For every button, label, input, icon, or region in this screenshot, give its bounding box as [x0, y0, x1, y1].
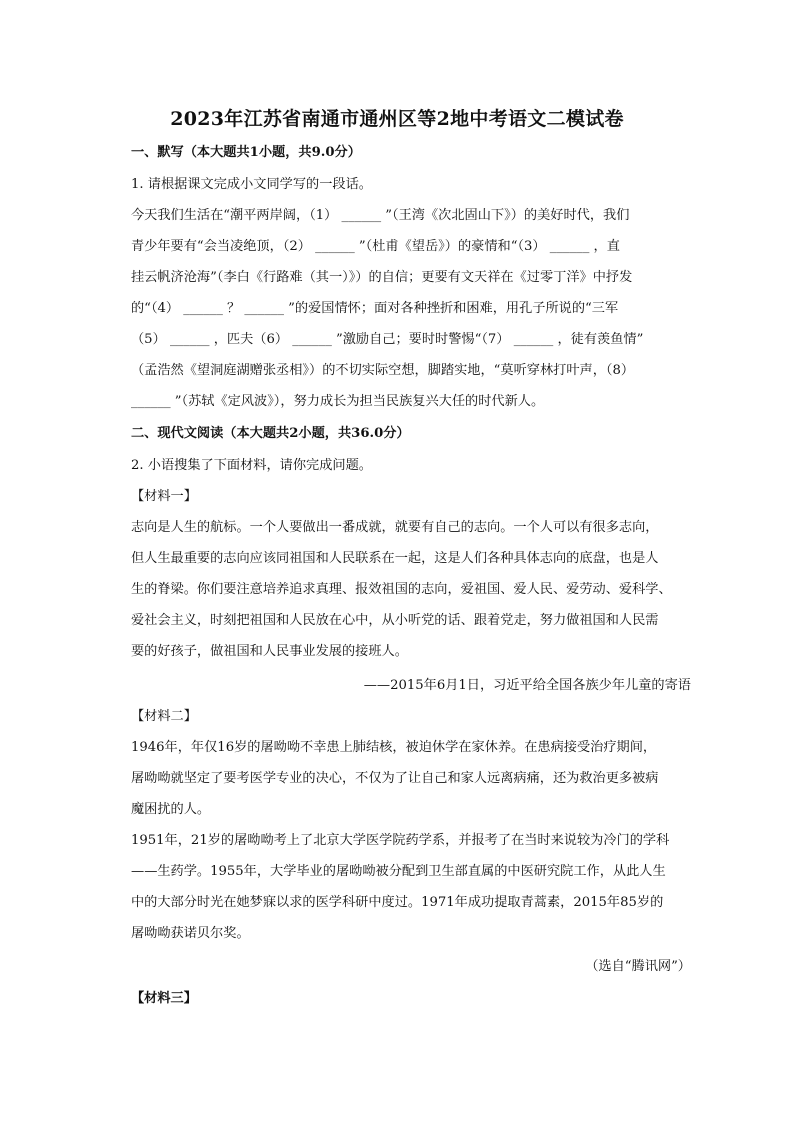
page-title: 2023年江苏省南通市通州区等2地中考语文二模试卷: [170, 108, 624, 130]
question2-prompt: 2. 小语搜集了下面材料，请你完成问题。: [131, 458, 372, 473]
question1-text-line: ______ ”（苏轼《定风波》），努力成长为担当民族复兴大任的时代新人。: [131, 394, 545, 409]
material1-source: ——2015年6月1日，习近平给全国各族少年儿童的寄语: [363, 678, 691, 693]
material1-label: 【材料一】: [131, 489, 197, 504]
question1-text-line: 青少年要有“会当凌绝顶，（2） ______ ”（杜甫《望岳》）的豪情和“（3） ______ ，直: [131, 239, 620, 254]
question1-text-line: （5） ______ ，匹夫（6） ______ ”激励自己；要时时警惕“（7） ______ ，徒有羡鱼情”: [131, 332, 644, 347]
material1-text-line: 要的好孩子，做祖国和人民事业发展的接班人。: [131, 644, 408, 659]
section2-heading: 二、现代文阅读（本大题共2小题，共36.0分）: [131, 426, 410, 441]
material2-text-line: ——生药学。1955年，大学毕业的屠呦呦被分配到卫生部直属的中医研究院工作，从此人生: [131, 864, 666, 879]
material2-label: 【材料二】: [131, 709, 197, 724]
material2-text-line: 1951年，21岁的屠呦呦考上了北京大学医学院药学系，并报考了在当时来说较为冷门的学科: [131, 833, 670, 848]
material1-text-line: 但人生最重要的志向应该同祖国和人民联系在一起，这是人们各种具体志向的底盘，也是人: [131, 551, 659, 566]
material2-text-line: 中的大部分时光在她梦寐以求的医学科研中度过。1971年成功提取青蒿素，2015年85岁的: [131, 895, 664, 910]
material2-source: （选自“腾讯网”）: [585, 959, 691, 974]
material1-text-line: 志向是人生的航标。一个人要做出一番成就，就要有自己的志向。一个人可以有很多志向，: [131, 520, 659, 535]
question1-text-line: （孟浩然《望洞庭湖赠张丞相》）的不切实际空想，脚踏实地，“莫听穿林打叶声，（8）: [131, 363, 635, 378]
material2-text-line: 魔困扰的人。: [131, 802, 211, 817]
material2-text-line: 屠呦呦就坚定了要考医学专业的决心，不仅为了让自己和家人远离病痛，还为救治更多被病: [131, 771, 659, 786]
material2-text-line: 屠呦呦获诺贝尔奖。: [131, 926, 250, 941]
question1-text-line: 今天我们生活在“潮平两岸阔，（1） ______ ”（王湾《次北固山下》）的美好时代，我们: [131, 208, 630, 223]
question1-text-line: 的“（4） ______ ？ ______ ”的爱国情怀；面对各种挫折和困难，用孔子所说的“三军: [131, 301, 619, 316]
material1-text-line: 生的脊梁。你们要注意培养追求真理、报效祖国的志向，爱祖国、爱人民、爱劳动、爱科学、: [131, 582, 672, 597]
question1-prompt: 1. 请根据课文完成小文同学写的一段话。: [131, 177, 372, 192]
material2-text-line: 1946年，年仅16岁的屠呦呦不幸患上肺结核，被迫休学在家休养。在患病接受治疗期间，: [131, 740, 657, 755]
section1-heading: 一、默写（本大题共1小题，共9.0分）: [131, 145, 361, 160]
material1-text-line: 爱社会主义，时刻把祖国和人民放在心中，从小听党的话、跟着党走，努力做祖国和人民需: [131, 613, 659, 628]
material3-label: 【材料三】: [131, 991, 197, 1006]
question1-text-line: 挂云帆济沧海”（李白《行路难（其一）》）的自信；更要有文天祥在《过零丁洋》中抒发: [131, 270, 633, 285]
